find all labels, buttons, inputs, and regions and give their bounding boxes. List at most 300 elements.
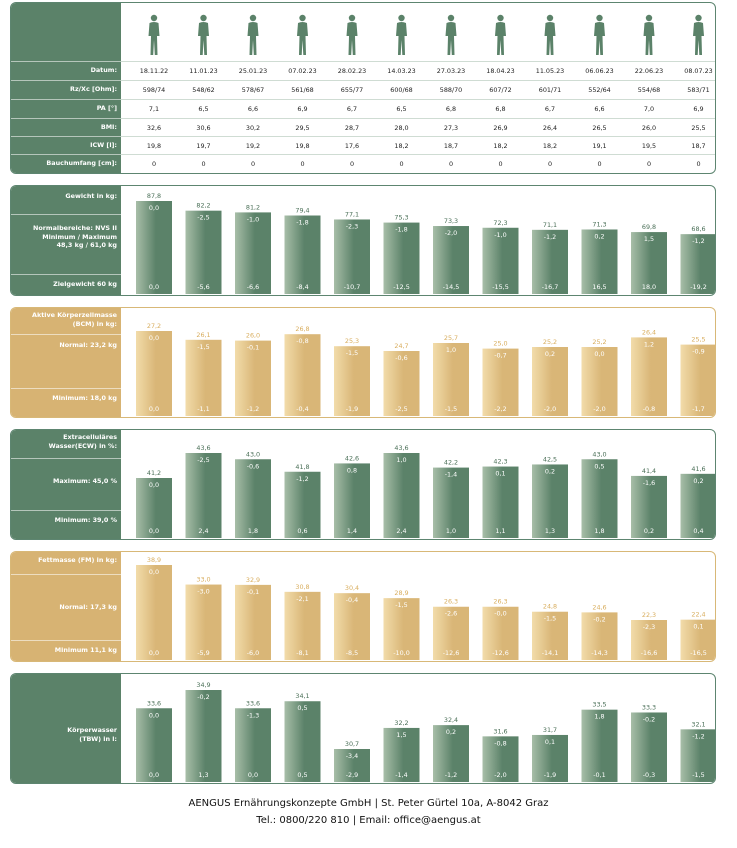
change-label: 1,0 bbox=[396, 456, 407, 464]
value-label: 25,3 bbox=[344, 337, 360, 346]
change-label: -1,2 bbox=[296, 474, 309, 483]
total-change-label: 1,3 bbox=[544, 527, 556, 535]
change-label: -0,2 bbox=[642, 715, 656, 724]
value-label: 26,3 bbox=[493, 597, 508, 606]
change-label: -2,3 bbox=[642, 623, 656, 631]
table-cell: 30,2 bbox=[245, 124, 261, 132]
bar bbox=[136, 565, 172, 660]
value-label: 87,8 bbox=[146, 192, 162, 200]
table-cell: 578/67 bbox=[241, 86, 265, 94]
table-cell: 0 bbox=[597, 160, 602, 168]
bar bbox=[186, 453, 222, 538]
bar-area bbox=[11, 186, 716, 296]
table-cell: 26,5 bbox=[592, 124, 607, 132]
table-cell: 6,6 bbox=[594, 105, 605, 113]
bcm-chart bbox=[10, 307, 716, 418]
person-icon bbox=[545, 15, 556, 55]
value-label: 30,8 bbox=[295, 582, 310, 591]
person-icon bbox=[297, 15, 308, 55]
person-icon bbox=[149, 15, 160, 55]
row-separator bbox=[121, 154, 716, 155]
table-cell: 7,1 bbox=[148, 105, 160, 113]
total-change-label: 18,0 bbox=[641, 283, 657, 291]
value-label: 30,4 bbox=[344, 584, 360, 593]
value-label: 32,4 bbox=[443, 716, 459, 725]
value-label: 33,6 bbox=[146, 699, 162, 708]
table-cell: 19,8 bbox=[146, 142, 162, 150]
total-change-label: 0,6 bbox=[297, 527, 308, 535]
table-cell: 19,1 bbox=[592, 142, 607, 150]
total-change-label: -16,5 bbox=[690, 649, 707, 657]
total-change-label: 0,4 bbox=[693, 527, 704, 535]
total-change-label: -12,5 bbox=[393, 283, 410, 291]
total-change-label: 1,1 bbox=[495, 527, 506, 535]
value-label: 26,4 bbox=[641, 328, 657, 337]
total-change-label: -10,7 bbox=[343, 283, 361, 291]
bar bbox=[384, 453, 420, 538]
total-change-label: -1,5 bbox=[444, 405, 458, 413]
value-label: 26,1 bbox=[196, 330, 211, 339]
value-label: 42,3 bbox=[493, 457, 508, 466]
total-change-label: 2,4 bbox=[396, 527, 407, 535]
total-change-label: 16,5 bbox=[592, 283, 607, 291]
table-cell: 18,7 bbox=[691, 142, 706, 150]
value-label: 25,7 bbox=[443, 334, 459, 342]
table-cell: 0 bbox=[349, 160, 355, 168]
total-change-label: -0,1 bbox=[593, 771, 606, 779]
change-label: -0,4 bbox=[345, 596, 359, 605]
total-change-label: -0,4 bbox=[296, 405, 309, 413]
bar bbox=[186, 690, 222, 782]
value-label: 72,3 bbox=[493, 218, 508, 227]
value-label: 41,8 bbox=[295, 462, 310, 471]
tbw-chart bbox=[10, 673, 716, 784]
change-label: 0,0 bbox=[148, 204, 160, 212]
value-label: 33,5 bbox=[592, 700, 607, 709]
bar bbox=[285, 701, 321, 782]
value-label: 24,7 bbox=[394, 342, 409, 350]
table-cell: 18,2 bbox=[493, 142, 508, 150]
value-label: 77,1 bbox=[344, 210, 360, 219]
change-label: -0,2 bbox=[197, 693, 210, 701]
change-label: 0,8 bbox=[346, 466, 358, 475]
chart-label: Extracelluläres Wasser(ECW) in %: bbox=[48, 433, 117, 450]
table-cell: 18,7 bbox=[443, 142, 459, 150]
value-label: 71,1 bbox=[542, 220, 558, 229]
total-change-label: -1,9 bbox=[543, 771, 557, 779]
value-label: 81,2 bbox=[245, 203, 261, 212]
value-label: 69,8 bbox=[641, 223, 657, 232]
total-change-label: -5,9 bbox=[197, 649, 210, 657]
total-change-label: 0,0 bbox=[148, 405, 160, 413]
change-label: 0,5 bbox=[594, 462, 605, 471]
change-label: 1,5 bbox=[396, 730, 407, 739]
total-change-label: 0,0 bbox=[148, 771, 160, 779]
chart-label: Normal: 17,3 kg bbox=[59, 603, 117, 611]
bar-area bbox=[11, 552, 716, 662]
total-change-label: -1,2 bbox=[444, 771, 458, 779]
total-change-label: -15,5 bbox=[492, 283, 509, 291]
table-cell: 18.04.23 bbox=[486, 67, 515, 75]
chart-label: Normalbereiche: NVS II Minimum / Maximum 48,3 kg / 61,0 kg bbox=[33, 224, 117, 250]
table-cell: 598/74 bbox=[142, 86, 166, 94]
value-label: 42,5 bbox=[542, 455, 558, 464]
table-row-label: BMI: bbox=[100, 123, 117, 131]
value-label: 26,0 bbox=[245, 331, 261, 340]
change-label: -1,2 bbox=[692, 237, 705, 246]
total-change-label: -2,5 bbox=[395, 405, 408, 413]
measurement-table bbox=[10, 2, 716, 174]
value-label: 26,8 bbox=[295, 325, 310, 334]
total-change-label: 0,0 bbox=[148, 649, 160, 657]
table-cell: 6,8 bbox=[445, 105, 457, 113]
value-label: 38,9 bbox=[146, 556, 162, 564]
table-cell: 27,3 bbox=[443, 124, 459, 132]
change-label: -0,9 bbox=[692, 347, 705, 356]
table-row-label: Datum: bbox=[90, 66, 117, 74]
table-cell: 19,8 bbox=[295, 142, 310, 150]
total-change-label: -1,4 bbox=[395, 771, 408, 779]
table-cell: 6,8 bbox=[495, 105, 506, 113]
table-cell: 17,6 bbox=[344, 142, 360, 150]
table-cell: 28.02.23 bbox=[337, 67, 367, 75]
table-cell: 29,5 bbox=[295, 124, 310, 132]
change-label: -1,5 bbox=[345, 349, 359, 358]
chart-label: Minimum: 39,0 % bbox=[54, 516, 117, 524]
change-label: -3,0 bbox=[197, 587, 210, 596]
change-label: 0,1 bbox=[544, 737, 556, 746]
table-cell: 14.03.23 bbox=[387, 67, 416, 75]
total-change-label: -2,0 bbox=[543, 405, 557, 413]
total-change-label: -1,1 bbox=[197, 405, 210, 413]
total-change-label: -12,6 bbox=[492, 649, 509, 657]
change-label: -2,3 bbox=[345, 222, 359, 231]
change-label: 0,2 bbox=[445, 728, 457, 737]
change-label: 0,5 bbox=[297, 704, 308, 713]
change-label: 0,1 bbox=[495, 469, 506, 478]
table-cell: 6,7 bbox=[346, 105, 358, 113]
chart-label: Maximum: 45,0 % bbox=[52, 477, 117, 485]
table-row-label: Rz/Xc [Ohm]: bbox=[70, 85, 117, 93]
value-label: 43,6 bbox=[196, 444, 211, 452]
total-change-label: 1,8 bbox=[247, 527, 259, 535]
change-label: -0,8 bbox=[494, 739, 507, 748]
table-cell: 588/70 bbox=[439, 86, 463, 94]
value-label: 25,0 bbox=[493, 339, 508, 348]
change-label: -0,0 bbox=[494, 609, 507, 618]
table-cell: 6,5 bbox=[396, 105, 407, 113]
table-cell: 552/64 bbox=[588, 86, 611, 94]
value-label: 28,9 bbox=[394, 589, 409, 598]
total-change-label: -2,2 bbox=[494, 405, 507, 413]
table-cell: 06.06.23 bbox=[585, 67, 614, 75]
total-change-label: 0,5 bbox=[297, 771, 308, 779]
change-label: 0,2 bbox=[544, 350, 556, 358]
row-separator bbox=[121, 118, 716, 119]
row-separator bbox=[121, 61, 716, 62]
total-change-label: 2,4 bbox=[198, 527, 209, 535]
value-label: 33,6 bbox=[245, 699, 261, 708]
chart-label: Gewicht in kg: bbox=[65, 192, 117, 200]
total-change-label: 1,8 bbox=[594, 527, 605, 535]
value-label: 75,3 bbox=[394, 213, 409, 222]
table-cell: 0 bbox=[151, 160, 157, 168]
change-label: -1,0 bbox=[246, 215, 260, 224]
change-label: 1,5 bbox=[643, 235, 655, 244]
value-label: 32,1 bbox=[691, 720, 706, 729]
total-change-label: 1,0 bbox=[445, 527, 457, 535]
total-change-label: 0,0 bbox=[247, 771, 259, 779]
change-label: -0,6 bbox=[395, 354, 408, 362]
change-label: -1,5 bbox=[543, 614, 557, 623]
total-change-label: -2,0 bbox=[593, 405, 606, 413]
total-change-label: -1,2 bbox=[246, 405, 260, 413]
table-cell: 7,0 bbox=[643, 105, 655, 113]
change-label: 0,2 bbox=[693, 476, 704, 485]
table-cell: 600/68 bbox=[390, 86, 413, 94]
value-label: 41,4 bbox=[641, 466, 657, 475]
row-separator bbox=[121, 136, 716, 137]
person-icon bbox=[594, 15, 605, 55]
total-change-label: -14,1 bbox=[541, 649, 559, 657]
change-label: -1,5 bbox=[395, 601, 408, 610]
footer-address: AENGUS Ernährungskonzepte GmbH | St. Peter Gürtel 10a, A-8042 Graz bbox=[188, 798, 549, 809]
table-cell: 11.01.23 bbox=[189, 67, 218, 75]
change-label: -1,4 bbox=[444, 470, 458, 479]
bar bbox=[186, 211, 222, 294]
total-change-label: -1,7 bbox=[692, 405, 705, 413]
bar-area bbox=[11, 308, 716, 418]
total-change-label: -0,3 bbox=[642, 771, 656, 779]
change-label: 0,2 bbox=[544, 467, 556, 476]
table-cell: 07.02.23 bbox=[288, 67, 317, 75]
table-cell: 22.06.23 bbox=[634, 67, 664, 75]
table-cell: 28,0 bbox=[394, 124, 409, 132]
chart-label: Zielgewicht 60 kg bbox=[53, 280, 117, 288]
table-cell: 30,6 bbox=[196, 124, 211, 132]
value-label: 41,2 bbox=[146, 469, 162, 477]
total-change-label: -1,9 bbox=[345, 405, 359, 413]
total-change-label: -1,5 bbox=[692, 771, 705, 779]
person-icon bbox=[644, 15, 655, 55]
chart-label: Fettmasse (FM) in kg: bbox=[38, 556, 117, 564]
table-cell: 26,9 bbox=[493, 124, 508, 132]
value-label: 24,6 bbox=[592, 603, 607, 612]
value-label: 33,3 bbox=[641, 703, 657, 712]
total-change-label: -2,9 bbox=[345, 771, 359, 779]
change-label: 0,1 bbox=[693, 622, 704, 631]
table-cell: 0 bbox=[498, 160, 503, 168]
table-cell: 0 bbox=[547, 160, 553, 168]
weight-chart bbox=[10, 185, 716, 296]
change-label: 0,0 bbox=[148, 711, 160, 720]
total-change-label: -19,2 bbox=[690, 283, 707, 291]
change-label: -3,4 bbox=[345, 752, 359, 760]
value-label: 22,4 bbox=[691, 610, 706, 619]
value-label: 32,9 bbox=[245, 575, 261, 584]
person-icon bbox=[396, 15, 407, 55]
change-label: -0,1 bbox=[246, 587, 260, 596]
table-cell: 19,5 bbox=[641, 142, 657, 150]
table-cell: 6,5 bbox=[198, 105, 209, 113]
change-label: -1,8 bbox=[296, 218, 309, 227]
total-change-label: -8,4 bbox=[296, 283, 309, 291]
ecw-chart bbox=[10, 429, 716, 540]
table-row-label: ICW [l]: bbox=[90, 141, 117, 149]
total-change-label: -6,6 bbox=[246, 283, 260, 291]
change-label: -1,0 bbox=[494, 230, 507, 239]
value-label: 26,3 bbox=[443, 597, 459, 606]
chart-label: Körperwasser (TBW) in l: bbox=[67, 726, 117, 743]
change-label: 1,2 bbox=[643, 340, 655, 349]
table-cell: 25.01.23 bbox=[238, 67, 268, 75]
value-label: 42,6 bbox=[344, 454, 360, 463]
value-label: 43,6 bbox=[394, 444, 409, 452]
total-change-label: 1,3 bbox=[198, 771, 209, 779]
change-label: -1,8 bbox=[395, 225, 408, 234]
table-cell: 26,4 bbox=[542, 124, 558, 132]
total-change-label: -8,1 bbox=[296, 649, 309, 657]
total-change-label: -14,5 bbox=[442, 283, 460, 291]
change-label: -1,6 bbox=[642, 478, 656, 487]
value-label: 31,7 bbox=[542, 725, 558, 734]
table-cell: 0 bbox=[250, 160, 256, 168]
bar bbox=[285, 334, 321, 416]
value-label: 25,2 bbox=[542, 338, 558, 346]
change-label: -0,7 bbox=[494, 351, 507, 360]
value-label: 82,2 bbox=[196, 201, 211, 210]
bar bbox=[136, 331, 172, 416]
total-change-label: -2,0 bbox=[494, 771, 507, 779]
change-label: -1,2 bbox=[692, 732, 705, 741]
value-label: 25,2 bbox=[592, 338, 607, 346]
chart-label: Minimum 11,1 kg bbox=[54, 646, 117, 654]
value-label: 32,2 bbox=[394, 718, 409, 727]
table-cell: 6,7 bbox=[544, 105, 556, 113]
table-cell: 32,6 bbox=[146, 124, 162, 132]
change-label: -1,5 bbox=[197, 342, 210, 351]
table-cell: 27.03.23 bbox=[436, 67, 466, 75]
value-label: 22,3 bbox=[641, 611, 657, 619]
table-cell: 6,9 bbox=[297, 105, 308, 113]
change-label: -2,5 bbox=[197, 456, 210, 464]
total-change-label: 1,4 bbox=[346, 527, 358, 535]
table-cell: 19,2 bbox=[245, 142, 261, 150]
table-cell: 6,6 bbox=[247, 105, 259, 113]
person-icon bbox=[198, 15, 209, 55]
table-cell: 548/62 bbox=[192, 86, 215, 94]
table-cell: 601/71 bbox=[538, 86, 562, 94]
change-label: -0,2 bbox=[593, 615, 606, 624]
table-cell: 554/68 bbox=[637, 86, 661, 94]
person-icon bbox=[693, 15, 704, 55]
table-cell: 28,7 bbox=[344, 124, 360, 132]
chart-label: Normal: 23,2 kg bbox=[59, 341, 117, 349]
total-change-label: -12,6 bbox=[442, 649, 460, 657]
table-cell: 18.11.22 bbox=[139, 67, 169, 75]
bar bbox=[235, 212, 271, 294]
table-cell: 25,5 bbox=[691, 124, 706, 132]
change-label: 0,0 bbox=[148, 481, 160, 489]
total-change-label: 0,0 bbox=[148, 527, 160, 535]
table-row-label: Bauchumfang [cm]: bbox=[46, 159, 117, 167]
person-icon bbox=[248, 15, 259, 55]
value-label: 42,2 bbox=[443, 458, 459, 467]
row-separator bbox=[121, 99, 716, 100]
change-label: -2,5 bbox=[197, 213, 210, 222]
value-label: 41,6 bbox=[691, 464, 706, 473]
change-label: -1,3 bbox=[246, 711, 260, 720]
table-cell: 08.07.23 bbox=[684, 67, 713, 75]
table-cell: 607/72 bbox=[489, 86, 512, 94]
change-label: 0,0 bbox=[148, 568, 160, 576]
change-label: -2,0 bbox=[444, 229, 458, 238]
change-label: 0,2 bbox=[594, 232, 605, 241]
total-change-label: -0,8 bbox=[642, 405, 656, 413]
value-label: 43,0 bbox=[245, 450, 261, 459]
footer-contact: Tel.: 0800/220 810 | Email: office@aengus.at bbox=[256, 815, 481, 826]
change-label: -2,6 bbox=[444, 609, 458, 618]
value-label: 71,3 bbox=[592, 220, 607, 229]
change-label: 0,0 bbox=[148, 334, 160, 342]
bar bbox=[136, 201, 172, 294]
total-change-label: -8,5 bbox=[345, 649, 359, 657]
value-label: 27,2 bbox=[146, 322, 162, 330]
value-label: 33,0 bbox=[196, 575, 211, 584]
value-label: 31,6 bbox=[493, 727, 508, 736]
table-cell: 0 bbox=[448, 160, 454, 168]
value-label: 79,4 bbox=[295, 206, 310, 215]
row-separator bbox=[121, 80, 716, 81]
bar-area bbox=[11, 674, 716, 784]
table-cell: 19,7 bbox=[196, 142, 211, 150]
value-label: 25,5 bbox=[691, 335, 706, 344]
table-cell: 655/77 bbox=[340, 86, 364, 94]
table-cell: 11.05.23 bbox=[535, 67, 565, 75]
total-change-label: -6,0 bbox=[246, 649, 260, 657]
change-label: 0,0 bbox=[594, 350, 605, 358]
table-cell: 583/71 bbox=[687, 86, 710, 94]
table-cell: 18,2 bbox=[542, 142, 558, 150]
person-icon bbox=[347, 15, 358, 55]
value-label: 73,3 bbox=[443, 217, 459, 226]
chart-label: Aktive Körperzellmasse (BCM) in kg: bbox=[32, 311, 117, 328]
change-label: -1,2 bbox=[543, 232, 557, 241]
value-label: 34,9 bbox=[196, 681, 211, 689]
table-cell: 18,2 bbox=[394, 142, 409, 150]
total-change-label: -16,6 bbox=[640, 649, 658, 657]
fat-mass-chart bbox=[10, 551, 716, 662]
table-cell: 561/68 bbox=[291, 86, 314, 94]
person-icon bbox=[495, 15, 506, 55]
table-cell: 0 bbox=[399, 160, 404, 168]
table-cell: 0 bbox=[300, 160, 305, 168]
total-change-label: -10,0 bbox=[393, 649, 410, 657]
chart-label: Minimum: 18,0 kg bbox=[52, 394, 117, 402]
total-change-label: 0,2 bbox=[643, 527, 655, 535]
value-label: 24,8 bbox=[542, 602, 558, 611]
change-label: -0,1 bbox=[246, 343, 260, 352]
table-row-label: PA [°] bbox=[96, 104, 117, 112]
change-label: -0,8 bbox=[296, 337, 309, 346]
table-cell: 6,9 bbox=[693, 105, 704, 113]
total-change-label: 0,0 bbox=[148, 283, 160, 291]
value-label: 30,7 bbox=[344, 740, 360, 748]
table-cell: 0 bbox=[646, 160, 652, 168]
change-label: -2,1 bbox=[296, 594, 309, 603]
total-change-label: -14,3 bbox=[591, 649, 608, 657]
table-cell: 0 bbox=[201, 160, 206, 168]
